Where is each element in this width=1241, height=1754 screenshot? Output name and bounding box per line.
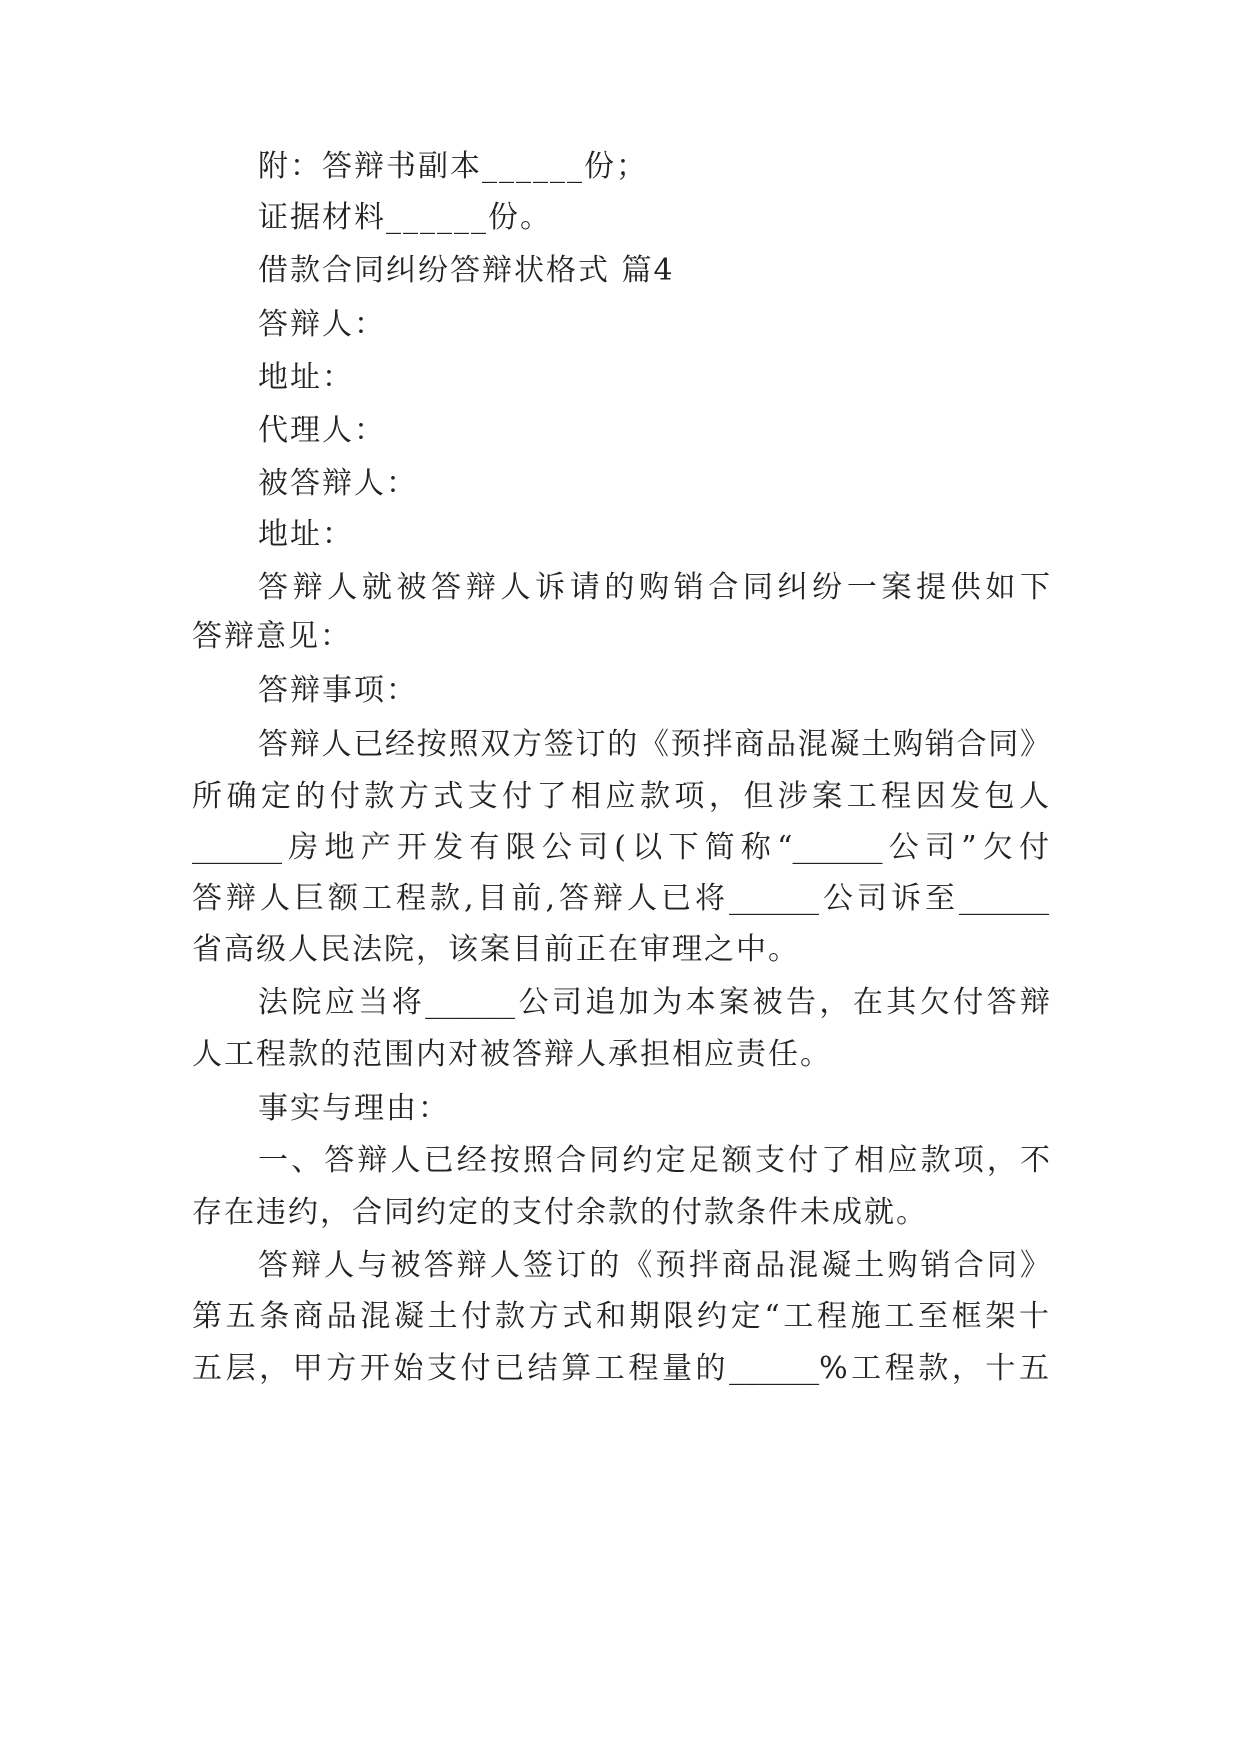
paragraph-line: 五层，甲方开始支付已结算工程量的______%工程款，十五 (192, 1351, 1049, 1386)
claimant-address-label: 地址： (258, 517, 354, 552)
agent-label: 代理人： (258, 413, 386, 448)
paragraph-line: ______房地产开发有限公司(以下简称“______公司”欠付 (192, 830, 1049, 865)
paragraph-line: 第五条商品混凝土付款方式和期限约定“工程施工至框架十 (192, 1299, 1049, 1334)
evidence-materials-line: 证据材料______份。 (258, 200, 552, 235)
paragraph-line: 所确定的付款方式支付了相应款项，但涉案工程因发包人 (192, 779, 1049, 814)
claimant-label: 被答辩人： (258, 466, 418, 501)
paragraph-line: 法院应当将______公司追加为本案被告，在其欠付答辩 (258, 985, 1050, 1020)
paragraph-line: 一、答辩人已经按照合同约定足额支付了相应款项，不 (258, 1143, 1050, 1178)
paragraph-line: 答辩人就被答辩人诉请的购销合同纠纷一案提供如下 (258, 570, 1050, 605)
attachment-copies-line: 附：答辩书副本______份； (258, 149, 648, 184)
paragraph-line: 答辩人与被答辩人签订的《预拌商品混凝土购销合同》 (258, 1248, 1050, 1283)
respondent-address-label: 地址： (258, 360, 354, 395)
paragraph-line: 省高级人民法院，该案目前正在审理之中。 (192, 932, 800, 967)
defense-items-heading: 答辩事项： (258, 673, 418, 708)
paragraph-line: 存在违约，合同约定的支付余款的付款条件未成就。 (192, 1195, 928, 1230)
paragraph-line: 人工程款的范围内对被答辩人承担相应责任。 (192, 1037, 832, 1072)
section-heading: 借款合同纠纷答辩状格式 篇4 (258, 253, 675, 288)
facts-and-reasons-heading: 事实与理由： (258, 1091, 450, 1126)
respondent-label: 答辩人： (258, 307, 386, 342)
paragraph-line: 答辩意见： (192, 619, 352, 654)
paragraph-line: 答辩人巨额工程款,目前,答辩人已将______公司诉至______ (192, 881, 1049, 916)
paragraph-line: 答辩人已经按照双方签订的《预拌商品混凝土购销合同》 (258, 727, 1050, 762)
